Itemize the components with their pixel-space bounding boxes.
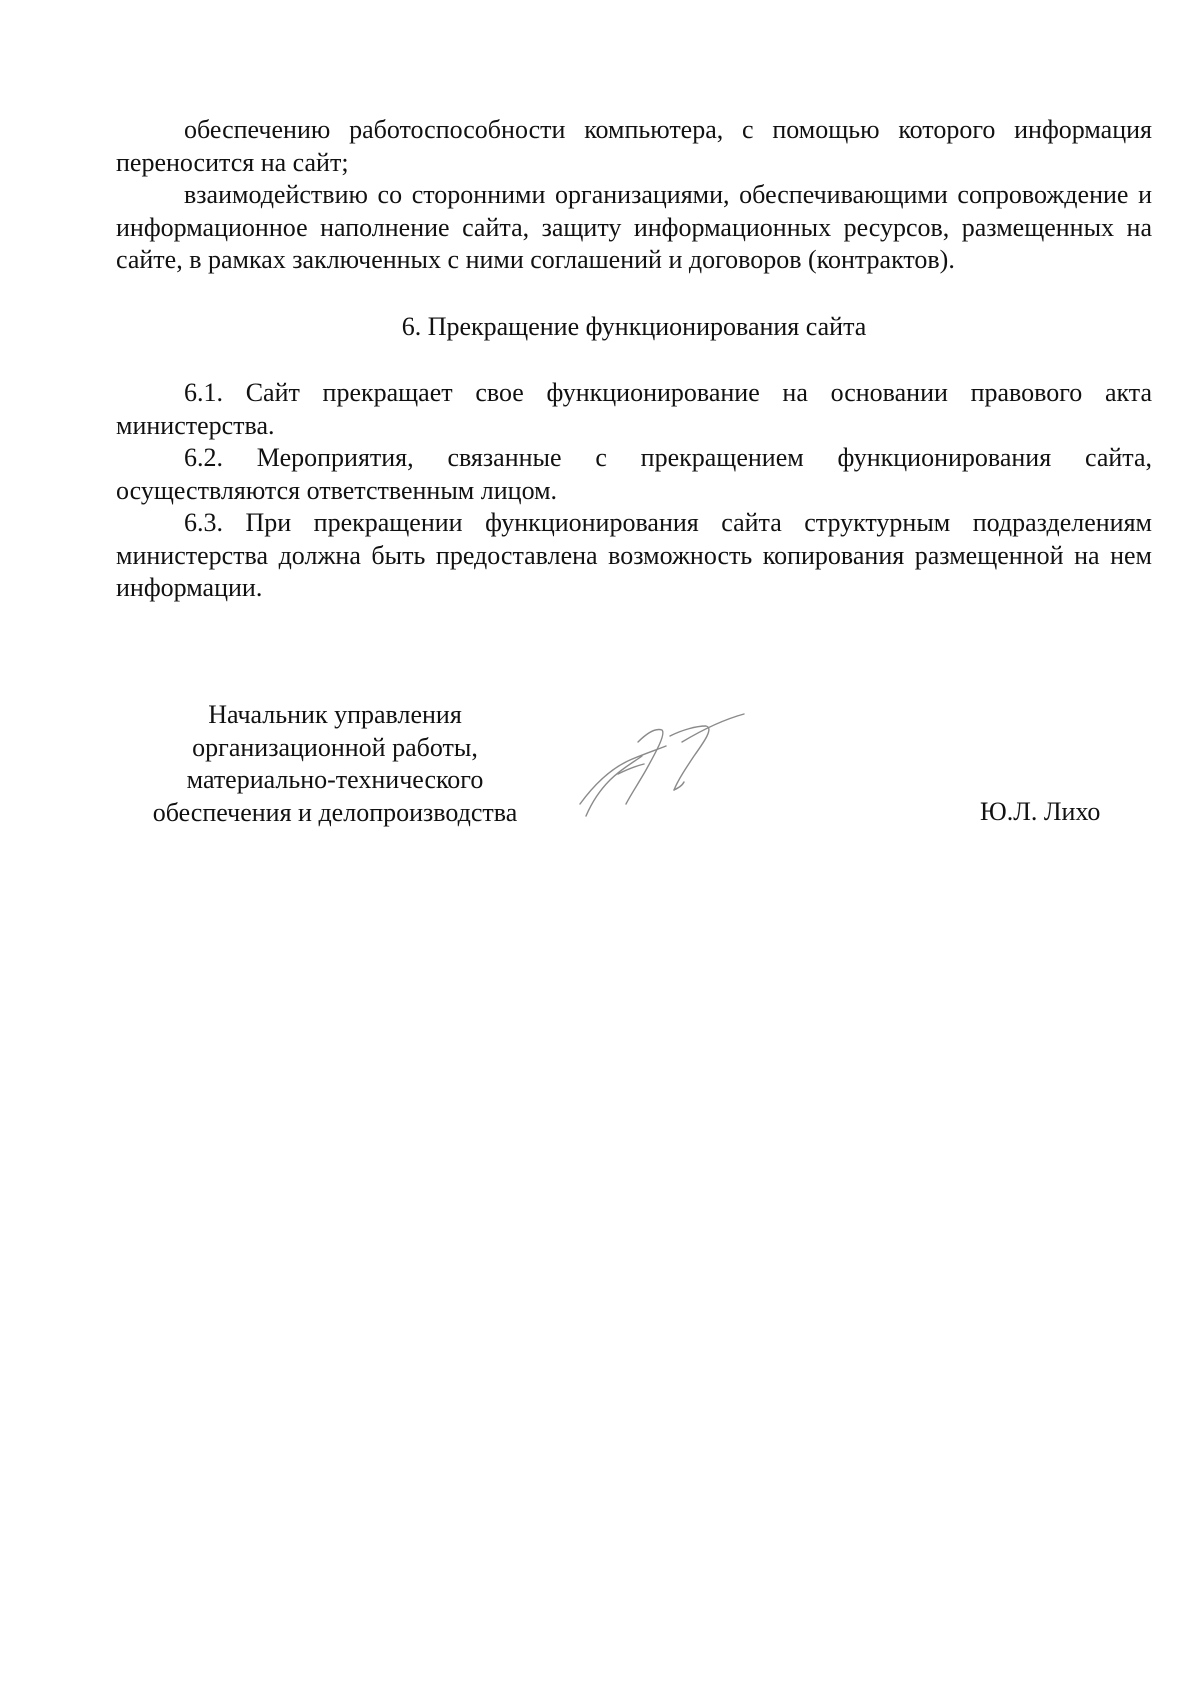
- position-line: организационной работы,: [192, 732, 478, 762]
- signatory-position: [120, 699, 550, 829]
- clause-6-3: 6.3. При прекращении функционирования сайта структурным подразделениям министерства должна быть предоставлена возможность копирования размещенной на нем информации.: [116, 508, 1152, 602]
- position-line: материально-технического: [186, 765, 484, 794]
- handwritten-signature: [578, 712, 746, 822]
- paragraph-third-party-interaction: взаимодействию со сторонними организациями, обеспечивающими сопровождение и информационное наполнение сайта, защиту информационных ресурсов, размещенных на сайте, в рамках заключенных с ними соглашений и договоров (контрактов).: [116, 180, 1152, 274]
- position-line: Начальник управления: [208, 700, 462, 729]
- clause-6-2: 6.2. Мероприятия, связанные с прекращением функционирования сайта, осуществляются ответственным лицом.: [116, 443, 1152, 505]
- section-heading: 6. Прекращение функционирования сайта: [401, 311, 867, 341]
- document-body: [116, 114, 1152, 605]
- position-line: обеспечения и делопроизводства: [152, 797, 518, 827]
- clause-6-1: 6.1. Сайт прекращает свое функционирование на основании правового акта министерства.: [116, 378, 1152, 440]
- paragraph-computer-maintenance: обеспечению работоспособности компьютера, с помощью которого информация переносится на сайт;: [116, 115, 1152, 177]
- signature-stroke: [670, 726, 709, 790]
- signature-stroke: [580, 746, 666, 804]
- signature-stroke: [626, 730, 663, 805]
- signer-name: Ю.Л. Лихо: [980, 797, 1101, 826]
